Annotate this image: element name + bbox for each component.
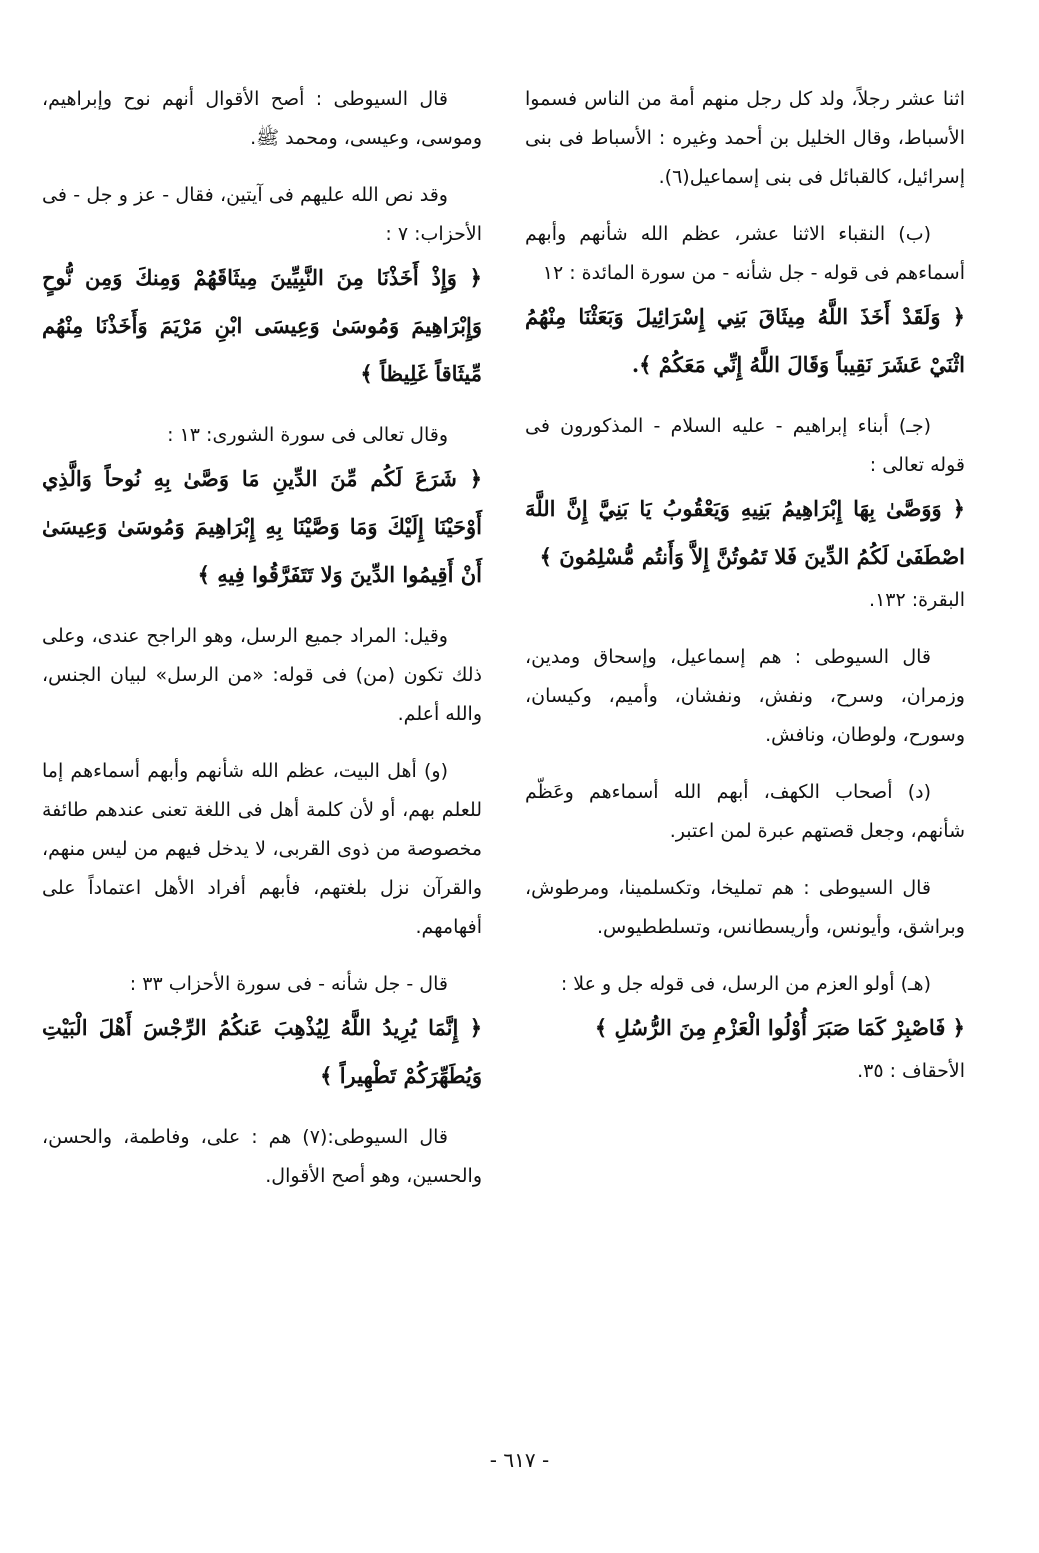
paragraph-suyuti-names [525,638,965,755]
right-column [525,80,965,1109]
paragraph-text: (جـ) أبناء إبراهيم - عليه السلام - المذكورون فى قوله تعالى : [525,415,965,476]
verse-reference: البقرة: ١٣٢. [869,589,965,611]
paragraph-text: (ب) النقباء الاثنا عشر، عظم الله شأنهم وأبهم أسماءهم فى قوله - جل شأنه - من سورة المائدة : ١٢ [525,223,965,284]
paragraph-text: (هـ) أولو العزم من الرسل، فى قوله جل و علا : [560,973,931,995]
paragraph-text: قال السيوطى : أصح الأقوال أنهم نوح وإبراهيم، وموسى، وعيسى، ومحمد ﷺ. [42,88,482,149]
paragraph-suyuti-prophets [42,80,482,158]
paragraph-text: وقد نص الله عليهم فى آيتين، فقال - عز و جل - فى الأحزاب: ٧ : [42,184,482,245]
paragraph-ahzab-33 [42,965,482,1100]
paragraph-suyuti-ahl [42,1118,482,1196]
verse-reference: الأحقاف : ٣٥. [857,1060,965,1082]
paragraph-all-messengers [42,617,482,734]
paragraph-text: (و) أهل البيت، عظم الله شأنهم وأبهم أسماءهم إما للعلم بهم، أو لأن كلمة أهل فى اللغة تعنى عندهم طائفة مخصوصة من ذوى القربى، لا يدخل فيهم من ليس منهم، والقرآن نزل بلغتهم، فأبهم أفراد الأهل اعتماداً على أفهامهم. [42,760,482,938]
quran-verse: ﴿ وَوَصَّىٰ بِهَا إِبْرَاهِيمُ بَنِيهِ وَيَعْقُوبُ يَا بَنِيَّ إِنَّ اللَّهَ اصْطَفَىٰ لَكُمُ الدِّينَ فَلا تَمُوتُنَّ إِلاَّ وَأَنتُم مُّسْلِمُونَ ﴾ [525,496,965,569]
paragraph-tribes [525,80,965,197]
paragraph-text: قال - جل شأنه - فى سورة الأحزاب ٣٣ : [129,973,448,995]
paragraph-text: قال السيوطى : هم إسماعيل، وإسحاق ومدين، وزمران، وسرح، ونفش، ونفشان، وأميم، وكيسان، وسورح، ولوطان، ونافش. [525,646,965,746]
paragraph-ahzab-7 [42,176,482,398]
paragraph-text: اثنا عشر رجلاً، ولد كل رجل منهم أمة من الناس فسموا الأسباط، وقال الخليل بن أحمد وغيره : الأسباط فى بنى إسرائيل، كالقبائل فى بنى إسماعيل(٦). [525,88,965,188]
paragraph-shura-13 [42,416,482,599]
paragraph-cave-names [525,869,965,947]
quran-verse: ﴿ وَإِذْ أَخَذْنَا مِنَ النَّبِيِّينَ مِيثَاقَهُمْ وَمِنكَ وَمِن نُّوحٍ وَإِبْرَاهِيمَ وَمُوسَىٰ وَعِيسَى ابْنِ مَرْيَمَ وَأَخَذْنَا مِنْهُم مِّيثَاقاً غَلِيظاً ﴾ [42,265,482,386]
paragraph-text: (د) أصحاب الكهف، أبهم الله أسماءهم وعَظّم شأنهم، وجعل قصتهم عبرة لمن اعتبر. [525,781,965,842]
quran-verse: ﴿ إِنَّمَا يُرِيدُ اللَّهُ لِيُذْهِبَ عَنكُمُ الرِّجْسَ أَهْلَ الْبَيْتِ وَيُطَهِّرَكُمْ تَطْهِيراً ﴾ [42,1015,482,1088]
paragraph-text: وقيل: المراد جميع الرسل، وهو الراجح عندى، وعلى ذلك تكون (من) فى قوله: «من الرسل» لبيان الجنس، والله أعلم. [42,625,482,725]
quran-verse: ﴿ شَرَعَ لَكُم مِّنَ الدِّينِ مَا وَصَّىٰ بِهِ نُوحاً وَالَّذِي أَوْحَيْنَا إِلَيْكَ وَمَا وَصَّيْنَا بِهِ إِبْرَاهِيمَ وَمُوسَىٰ وَعِيسَىٰ أَنْ أَقِيمُوا الدِّينَ وَلا تَتَفَرَّقُوا فِيهِ ﴾ [42,466,482,587]
paragraph-ahl-albayt [42,752,482,947]
quran-verse: ﴿ وَلَقَدْ أَخَذَ اللَّهُ مِيثَاقَ بَنِي إِسْرَائِيلَ وَبَعَثْنَا مِنْهُمُ اثْنَيْ عَشَرَ نَقِيباً وَقَالَ اللَّهُ إِنِّي مَعَكُمْ ﴾. [525,304,965,377]
page-number: - ٦١٧ - [489,1448,550,1472]
left-column [42,80,482,1214]
quran-verse: ﴿ فَاصْبِرْ كَمَا صَبَرَ أُوْلُوا الْعَزْمِ مِنَ الرُّسُلِ ﴾ [594,1015,965,1040]
paragraph-nuqaba [525,215,965,389]
paragraph-ulul-azm [525,965,965,1091]
paragraph-text: قال السيوطى : هم تمليخا، وتكسلمينا، ومرطوش، وبراشق، وأيونس، وأريسطانس، وتسلططيوس. [525,877,965,938]
paragraph-cave [525,773,965,851]
paragraph-ibrahim-sons [525,407,965,620]
paragraph-text: وقال تعالى فى سورة الشورى: ١٣ : [167,424,448,446]
paragraph-text: قال السيوطى:(٧) هم : على، وفاطمة، والحسن، والحسين، وهو أصح الأقوال. [42,1126,482,1187]
